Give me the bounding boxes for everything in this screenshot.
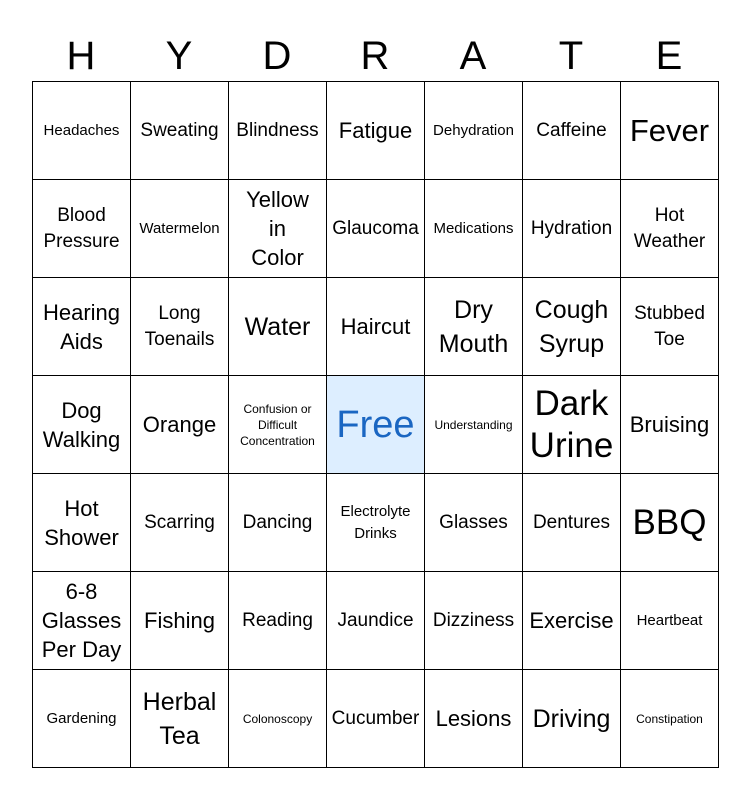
- cell-label: Long Toenails: [144, 302, 215, 350]
- bingo-cell[interactable]: [523, 180, 621, 278]
- bingo-cell[interactable]: [523, 474, 621, 572]
- cell-label: Herbal Tea: [142, 687, 217, 750]
- cell-label: Electrolyte Drinks: [340, 502, 411, 542]
- bingo-cell[interactable]: [621, 474, 719, 572]
- cell-label: Yellow in Color: [246, 187, 309, 270]
- bingo-cell[interactable]: [327, 82, 425, 180]
- bingo-cell[interactable]: [131, 180, 229, 278]
- bingo-cell[interactable]: [131, 82, 229, 180]
- bingo-cell[interactable]: [33, 376, 131, 474]
- bingo-cell[interactable]: [131, 376, 229, 474]
- cell-label: Orange: [142, 412, 217, 437]
- cell-label: Glasses: [439, 511, 508, 533]
- cell-label: Glaucoma: [332, 217, 419, 239]
- cell-label: 6-8 Glasses Per Day: [41, 579, 122, 662]
- bingo-cell[interactable]: [425, 376, 523, 474]
- bingo-cell[interactable]: [33, 474, 131, 572]
- cell-label: Reading: [242, 609, 313, 631]
- cell-label: Bruising: [629, 412, 710, 437]
- bingo-cell[interactable]: [425, 82, 523, 180]
- free-space-label: Free: [336, 403, 415, 446]
- bingo-cell[interactable]: [327, 278, 425, 376]
- cell-label: Hot Weather: [633, 204, 706, 252]
- bingo-board: [32, 81, 719, 768]
- cell-label: Haircut: [340, 314, 411, 339]
- bingo-cell[interactable]: [229, 670, 327, 768]
- cell-label: Headaches: [43, 121, 120, 139]
- cell-label: Hydration: [530, 217, 613, 239]
- cell-label: Dancing: [242, 511, 313, 533]
- bingo-cell[interactable]: [621, 278, 719, 376]
- bingo-cell[interactable]: [523, 572, 621, 670]
- bingo-cell[interactable]: [523, 376, 621, 474]
- cell-label: Heartbeat: [636, 611, 703, 629]
- bingo-cell[interactable]: [33, 180, 131, 278]
- bingo-cell[interactable]: [327, 180, 425, 278]
- cell-label: Fishing: [144, 608, 215, 633]
- bingo-cell[interactable]: [621, 82, 719, 180]
- bingo-cell[interactable]: [523, 278, 621, 376]
- cell-label: Stubbed Toe: [634, 302, 705, 350]
- bingo-cell[interactable]: [131, 474, 229, 572]
- cell-label: Blindness: [236, 119, 319, 141]
- bingo-cell[interactable]: [229, 180, 327, 278]
- cell-label: Exercise: [529, 608, 614, 633]
- bingo-cell[interactable]: [425, 180, 523, 278]
- bingo-cell[interactable]: [523, 82, 621, 180]
- cell-label: Dark Urine: [529, 383, 614, 465]
- bingo-cell[interactable]: [33, 670, 131, 768]
- cell-label: Hearing Aids: [42, 299, 121, 354]
- header-letter-t: T: [558, 34, 584, 78]
- cell-label: Hot Shower: [44, 495, 119, 550]
- cell-label: Cough Syrup: [534, 295, 609, 358]
- cell-label: Confusion or Difficult Concentration: [240, 401, 315, 448]
- bingo-cell[interactable]: [33, 278, 131, 376]
- cell-label: Driving: [532, 704, 611, 733]
- bingo-cell[interactable]: [327, 474, 425, 572]
- cell-label: Fatigue: [338, 118, 413, 143]
- cell-label: Water: [244, 312, 311, 341]
- cell-label: Cucumber: [331, 707, 420, 729]
- bingo-header: [32, 30, 718, 82]
- bingo-cell[interactable]: [229, 376, 327, 474]
- bingo-cell[interactable]: [621, 180, 719, 278]
- bingo-cell[interactable]: [621, 670, 719, 768]
- cell-label: Scarring: [144, 511, 215, 533]
- bingo-cell[interactable]: [327, 670, 425, 768]
- cell-label: BBQ: [632, 502, 707, 542]
- bingo-cell[interactable]: [425, 572, 523, 670]
- cell-label: Fever: [629, 112, 710, 148]
- header-letter-a: A: [459, 34, 487, 78]
- cell-label: Caffeine: [536, 119, 607, 141]
- bingo-cell[interactable]: [131, 670, 229, 768]
- header-letter-h: H: [66, 34, 96, 78]
- bingo-cell[interactable]: [229, 572, 327, 670]
- header-letter-r: R: [360, 34, 390, 78]
- cell-label: Dizziness: [432, 609, 515, 631]
- bingo-cell[interactable]: [131, 572, 229, 670]
- cell-label: Dry Mouth: [438, 295, 509, 358]
- cell-label: Lesions: [435, 706, 512, 731]
- cell-label: Gardening: [46, 709, 117, 727]
- bingo-cell[interactable]: [425, 670, 523, 768]
- bingo-cell[interactable]: [229, 278, 327, 376]
- cell-label: Dentures: [532, 511, 611, 533]
- free-space-cell[interactable]: [327, 376, 425, 474]
- cell-label: Blood Pressure: [43, 204, 120, 252]
- bingo-cell[interactable]: [229, 82, 327, 180]
- bingo-cell[interactable]: [621, 376, 719, 474]
- header-letter-d: D: [262, 34, 292, 78]
- cell-label: Understanding: [434, 417, 513, 432]
- header-letter-y: Y: [165, 34, 193, 78]
- cell-label: Colonoscopy: [242, 711, 313, 726]
- bingo-cell[interactable]: [327, 572, 425, 670]
- bingo-cell[interactable]: [131, 278, 229, 376]
- bingo-cell[interactable]: [33, 572, 131, 670]
- cell-label: Medications: [433, 219, 514, 237]
- bingo-cell[interactable]: [425, 278, 523, 376]
- header-letter-e: E: [655, 34, 683, 78]
- bingo-cell[interactable]: [425, 474, 523, 572]
- bingo-cell[interactable]: [229, 474, 327, 572]
- cell-label: Sweating: [140, 119, 219, 141]
- cell-label: Watermelon: [139, 219, 220, 237]
- cell-label: Constipation: [636, 711, 703, 726]
- bingo-cell[interactable]: [523, 670, 621, 768]
- cell-label: Dehydration: [433, 121, 514, 139]
- cell-label: Dog Walking: [42, 397, 121, 452]
- bingo-cell[interactable]: [33, 82, 131, 180]
- bingo-cell[interactable]: [621, 572, 719, 670]
- cell-label: Jaundice: [337, 609, 414, 631]
